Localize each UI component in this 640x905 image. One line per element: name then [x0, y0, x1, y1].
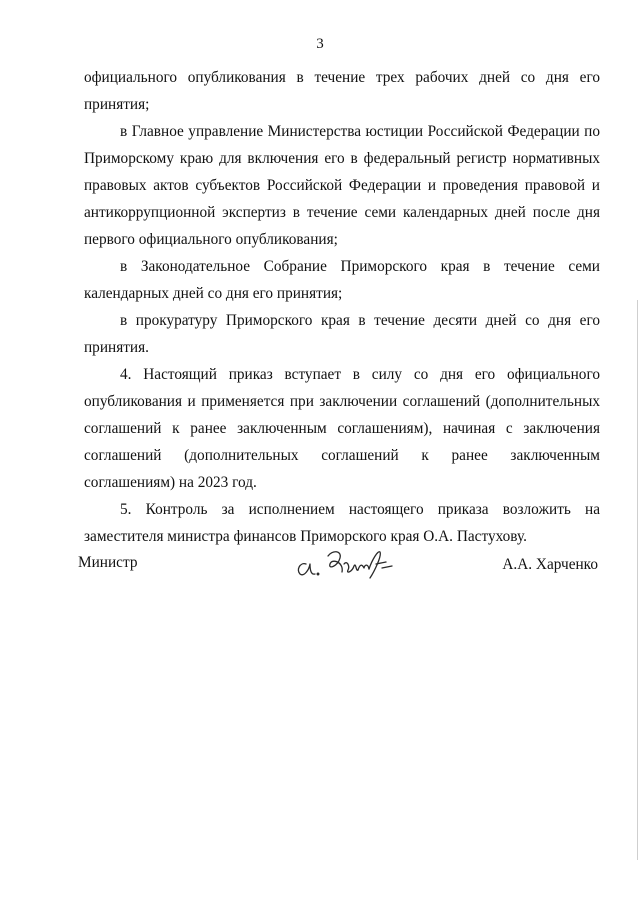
paragraph-5: 4. Настоящий приказ вступает в силу со дня его официального опубликования и применяется при заключении соглашений (дополнительных соглашений к ранее заключенным соглашениям), начиная с заключения соглашений (дополнительных соглашений к ранее заключенным соглашениям) на 2023 год. [84, 366, 600, 491]
paragraph-3: в Законодательное Собрание Приморского края в течение семи календарных дней со дня его принятия; [84, 258, 600, 302]
document-body [84, 64, 600, 550]
paragraph-2: в Главное управление Министерства юстиции Российской Федерации по Приморскому краю для включения его в федеральный регистр нормативных правовых актов субъектов Российской Федерации и проведения правовой и антикоррупционной экспертиз в течение семи календарных дней после дня первого официального опубликования; [84, 123, 600, 248]
signatory-title: Министр [78, 554, 138, 571]
paragraph-4: в прокуратуру Приморского края в течение десяти дней со дня его принятия. [84, 312, 600, 356]
paragraph-1: официального опубликования в течение трех рабочих дней со дня его принятия; [84, 69, 600, 113]
signature-block [78, 548, 598, 588]
paragraph-6: 5. Контроль за исполнением настоящего приказа возложить на заместителя министра финансов Приморского края О.А. Пастухову. [84, 501, 600, 545]
handwritten-signature-icon [292, 542, 402, 582]
scan-edge-line [637, 300, 638, 860]
signatory-name: А.А. Харченко [502, 556, 598, 573]
page-number: 3 [316, 36, 324, 52]
